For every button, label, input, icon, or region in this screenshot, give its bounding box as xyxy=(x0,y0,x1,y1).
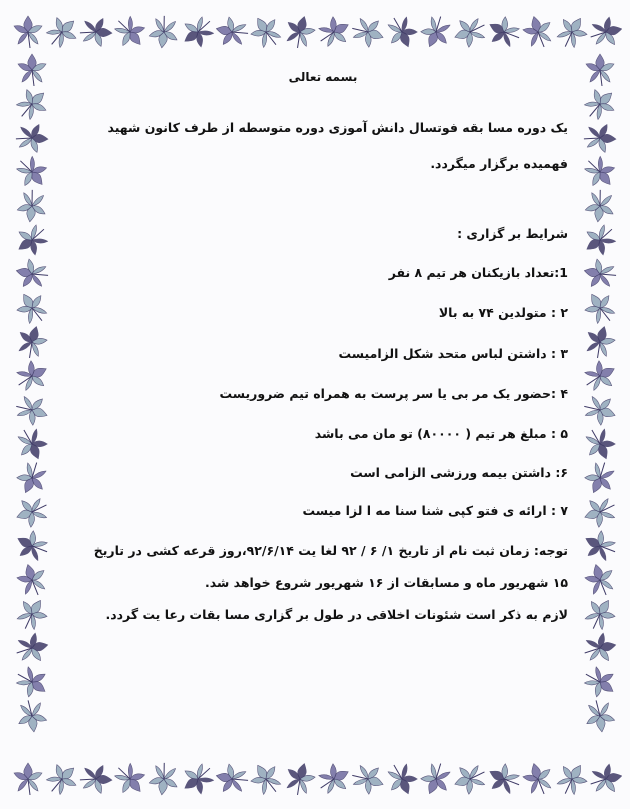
leaf-border-left xyxy=(10,50,54,760)
leaf-border-right xyxy=(578,50,622,760)
document-body xyxy=(78,60,568,700)
conditions-heading: شرایط بر گزاری : xyxy=(457,226,568,241)
condition-item: ۳ : داشتن لباس متحد شکل الزامیست xyxy=(338,346,568,361)
condition-item: ۲ : متولدین ۷۴ به بالا xyxy=(438,305,568,320)
ethics-note: لازم به ذکر است شئونات اخلاقی در طول بر گزاری مسا بقات رعا یت گردد. xyxy=(105,607,568,622)
intro-paragraph: یک دوره مسا بقه فوتسال دانش آموزی دوره متوسطه از طرف کانون شهید فهمیده برگزار میگردد. xyxy=(107,120,568,171)
condition-item: ۷ : ارائه ی فتو کپی شنا سنا مه ا لزا میست xyxy=(302,503,568,518)
leaf-border-bottom xyxy=(8,757,622,801)
leaf-border-top xyxy=(8,10,622,54)
condition-item: ۵ : مبلغ هر تیم ( ۸۰۰۰۰) تو مان می باشد xyxy=(314,426,568,441)
leaf-icon xyxy=(12,696,52,736)
condition-item: ۴ :حضور یک مر بی یا سر پرست به همراه تیم ضروریست xyxy=(219,386,568,401)
condition-item: 1:تعداد بازیکنان هر تیم ۸ نفر xyxy=(388,265,568,280)
leaf-icon xyxy=(580,696,620,736)
leaf-icon xyxy=(586,759,622,799)
condition-item: ۶: داشتن بیمه ورزشی الزامی است xyxy=(350,465,568,480)
leaf-icon xyxy=(586,12,622,52)
registration-note: توجه: زمان ثبت نام از تاریخ ۱/ ۶ / ۹۲ لغا یت ۹۲/۶/۱۴،روز قرعه کشی در تاریخ ۱۵ شهریور ماه و مسابقات از ۱۶ شهریور شروع خواهد شد. xyxy=(93,543,568,590)
document-title: بسمه تعالی xyxy=(288,70,358,84)
